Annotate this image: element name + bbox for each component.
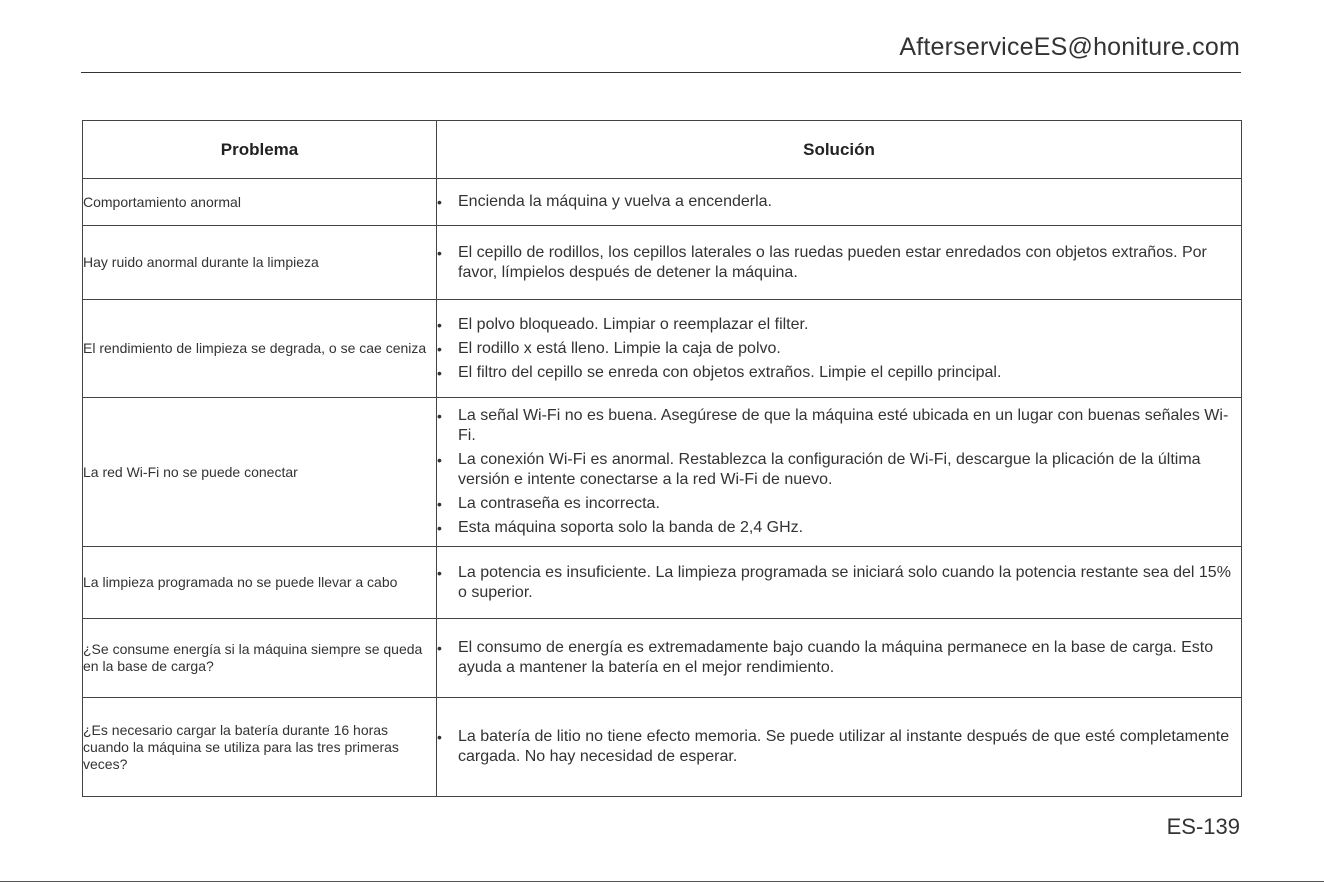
solution-list	[437, 727, 1241, 767]
solution-text: El cepillo de rodillos, los cepillos laterales o las ruedas pueden estar enredados con objetos extraños. Por favor, límpielos después de detener la máquina.	[458, 243, 1207, 281]
bullet-icon: •	[437, 408, 442, 424]
page-number: ES-139	[1166, 814, 1240, 839]
solution-cell	[437, 300, 1242, 398]
bullet-icon: •	[437, 729, 442, 745]
table-row	[83, 300, 1242, 398]
header-email: AfterserviceES@honiture.com	[899, 33, 1240, 61]
problem-cell: La limpieza programada no se puede llevar a cabo	[83, 547, 437, 619]
solution-list	[437, 563, 1241, 603]
column-header-problem: Problema	[83, 121, 437, 179]
solution-item	[437, 406, 1241, 446]
solution-cell	[437, 619, 1242, 698]
solution-list	[437, 406, 1241, 538]
solution-item	[437, 518, 1241, 538]
table-header-row	[83, 121, 1242, 179]
solution-item	[437, 315, 1241, 335]
solution-text: La batería de litio no tiene efecto memoria. Se puede utilizar al instante después de que esté completamente cargada. No hay necesidad de esperar.	[458, 728, 1230, 765]
solution-cell	[437, 698, 1242, 797]
solution-item	[437, 363, 1241, 383]
solution-cell	[437, 179, 1242, 226]
table-row	[83, 698, 1242, 797]
solution-list	[437, 243, 1241, 283]
bullet-icon: •	[437, 194, 442, 210]
table-row	[83, 398, 1242, 547]
problem-cell: El rendimiento de limpieza se degrada, o se cae ceniza	[83, 300, 437, 398]
solution-item	[437, 638, 1241, 678]
solution-text: El filtro del cepillo se enreda con objetos extraños. Limpie el cepillo principal.	[458, 363, 1002, 381]
bullet-icon: •	[437, 496, 442, 512]
solution-cell	[437, 398, 1242, 547]
solution-item	[437, 339, 1241, 359]
table-row	[83, 619, 1242, 698]
bottom-divider	[0, 881, 1324, 882]
solution-text: Esta máquina soporta solo la banda de 2,4 GHz.	[458, 519, 804, 536]
solution-list	[437, 638, 1241, 678]
troubleshooting-table	[82, 120, 1242, 797]
bullet-icon: •	[437, 640, 442, 656]
solution-item	[437, 727, 1241, 767]
table-row	[83, 226, 1242, 300]
table-row	[83, 179, 1242, 226]
bullet-icon: •	[437, 452, 442, 468]
solution-cell	[437, 547, 1242, 619]
bullet-icon: •	[437, 364, 442, 381]
problem-cell: ¿Es necesario cargar la batería durante 16 horas cuando la máquina se utiliza para las tres primeras veces?	[83, 698, 437, 797]
solution-text: La potencia es insuficiente. La limpieza programada se iniciará solo cuando la potencia restante sea del 15% o superior.	[458, 563, 1231, 601]
bullet-icon: •	[437, 564, 442, 581]
solution-cell	[437, 226, 1242, 300]
solution-text: La señal Wi-Fi no es buena. Asegúrese de que la máquina esté ubicada en un lugar con buenas señales Wi-Fi.	[458, 407, 1229, 444]
solution-text: El polvo bloqueado. Limpiar o reemplazar el filter.	[458, 315, 809, 333]
bullet-icon: •	[437, 520, 442, 536]
solution-text: La contraseña es incorrecta.	[458, 495, 660, 512]
solution-item	[437, 192, 1241, 212]
solution-text: La conexión Wi-Fi es anormal. Restablezca la configuración de Wi-Fi, descargue la plicación de la última versión e intente conectarse a la red Wi-Fi de nuevo.	[458, 451, 1201, 488]
solution-item	[437, 563, 1241, 603]
solution-text: Encienda la máquina y vuelva a encenderla.	[458, 193, 772, 210]
header-divider	[81, 72, 1241, 73]
bullet-icon: •	[437, 316, 442, 333]
solution-text: El rodillo x está lleno. Limpie la caja de polvo.	[458, 339, 781, 357]
solution-item	[437, 494, 1241, 514]
solution-text: El consumo de energía es extremadamente bajo cuando la máquina permanece en la base de carga. Esto ayuda a mantener la batería en el mejor rendimiento.	[458, 639, 1214, 676]
problem-cell: Hay ruido anormal durante la limpieza	[83, 226, 437, 300]
table-row	[83, 547, 1242, 619]
solution-item	[437, 450, 1241, 490]
column-header-solution: Solución	[437, 121, 1242, 179]
problem-cell: La red Wi-Fi no se puede conectar	[83, 398, 437, 547]
solution-list	[437, 192, 1241, 212]
bullet-icon: •	[437, 340, 442, 357]
problem-cell: ¿Se consume energía si la máquina siempre se queda en la base de carga?	[83, 619, 437, 698]
solution-item	[437, 243, 1241, 283]
problem-cell: Comportamiento anormal	[83, 179, 437, 226]
bullet-icon: •	[437, 244, 442, 261]
solution-list	[437, 315, 1241, 383]
